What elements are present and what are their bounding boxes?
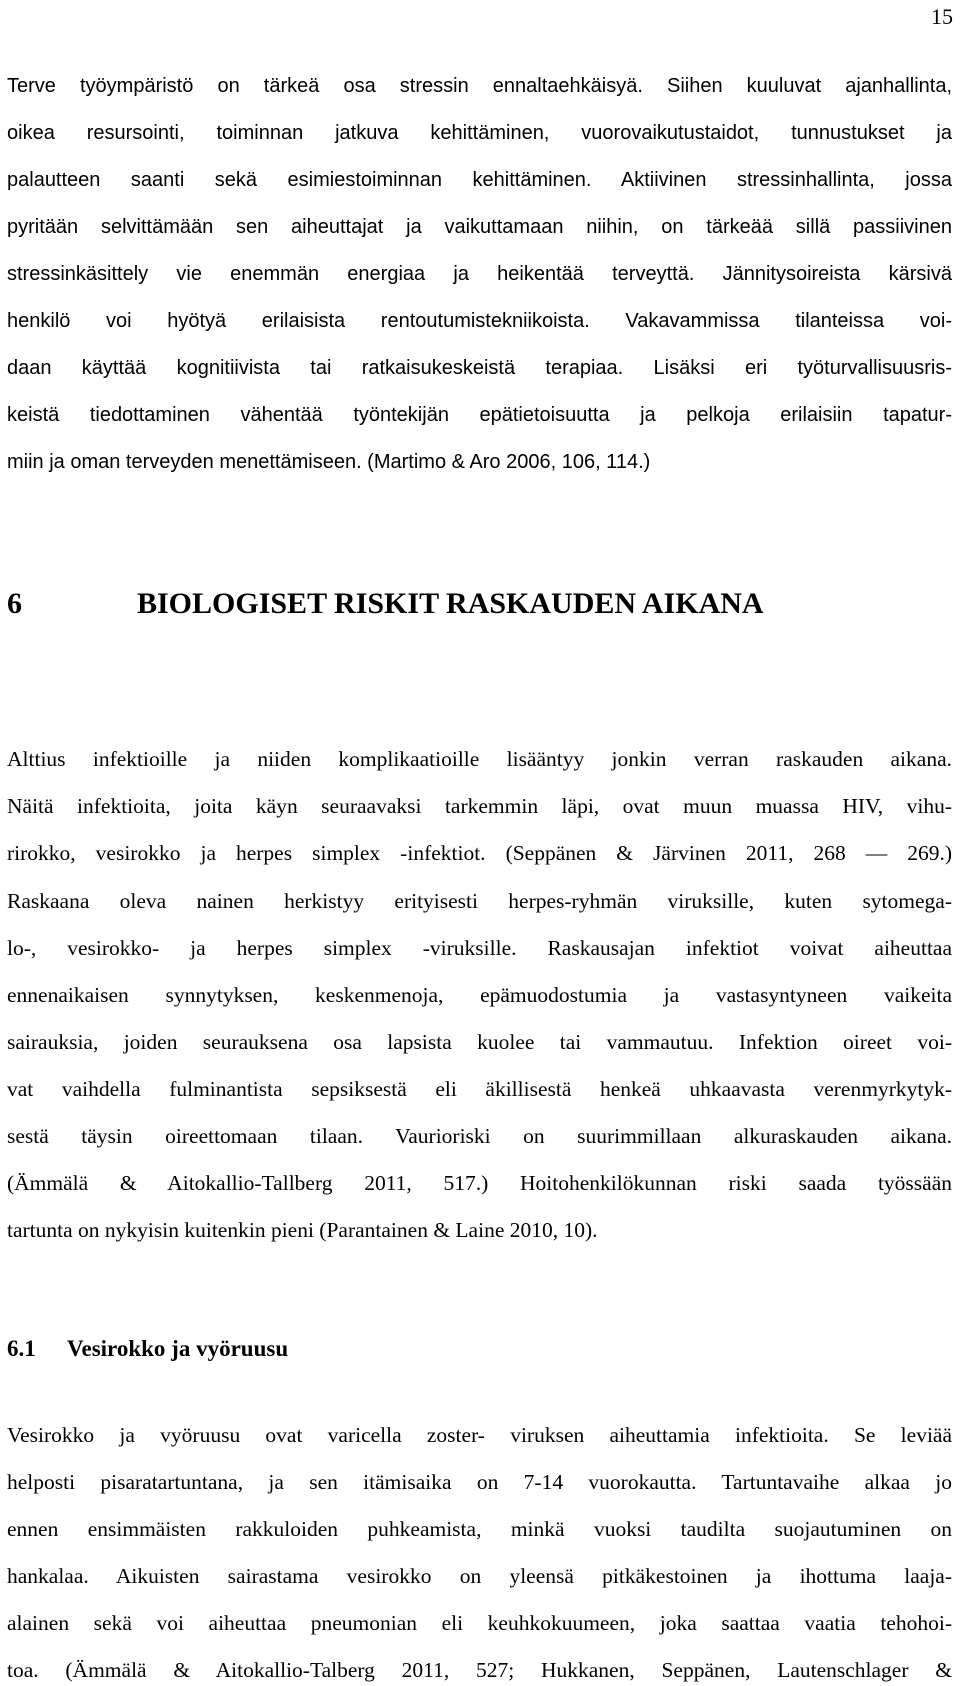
text-line: helposti pisaratartuntana, ja sen itämisaika on 7-14 vuorokautta. Tartuntavaihe alkaa jo bbox=[7, 1470, 952, 1494]
page-number: 15 bbox=[931, 4, 953, 29]
text-line: oikea resursointi, toiminnan jatkuva kehittäminen, vuorovaikutustaidot, tunnustukset ja bbox=[7, 122, 952, 144]
text-line: pyritään selvittämään sen aiheuttajat ja vaikuttamaan niihin, on tärkeää sillä passiivinen bbox=[7, 216, 952, 238]
text-line: henkilö voi hyötyä erilaisista rentoutumistekniikoista. Vakavammissa tilanteissa voi- bbox=[7, 310, 952, 332]
text-line: Alttius infektioille ja niiden komplikaatioille lisääntyy jonkin verran raskauden aikana. bbox=[7, 747, 952, 771]
text-line: hankalaa. Aikuisten sairastama vesirokko on yleensä pitkäkestoinen ja ihottuma laaja- bbox=[7, 1564, 952, 1588]
text-line: stressinkäsittely vie enemmän energiaa ja heikentää terveyttä. Jännitysoireista kärsivä bbox=[7, 263, 952, 285]
text-line: toa. (Ämmälä & Aitokallio-Talberg 2011, 527; Hukkanen, Seppänen, Lautenschlager & bbox=[7, 1658, 952, 1682]
section-heading bbox=[7, 586, 764, 622]
section-number: 6 bbox=[7, 587, 22, 620]
subsection-title: Vesirokko ja vyöruusu bbox=[67, 1336, 289, 1361]
section-title: BIOLOGISET RISKIT RASKAUDEN AIKANA bbox=[137, 587, 764, 620]
text-line: palautteen saanti sekä esimiestoiminnan kehittäminen. Aktiivinen stressinhallinta, jossa bbox=[7, 169, 952, 191]
text-line: alainen sekä voi aiheuttaa pneumonian eli keuhkokuumeen, joka saattaa vaatia tehohoi- bbox=[7, 1611, 952, 1635]
text-line: lo-, vesirokko- ja herpes simplex -viruksille. Raskausajan infektiot voivat aiheuttaa bbox=[7, 936, 952, 960]
text-line: vat vaihdella fulminantista sepsiksestä eli äkillisestä henkeä uhkaavasta verenmyrkytyk- bbox=[7, 1077, 952, 1101]
text-line: ennen ensimmäisten rakkuloiden puhkeamista, minkä vuoksi taudilta suojautuminen on bbox=[7, 1517, 952, 1541]
text-line: tartunta on nykyisin kuitenkin pieni (Parantainen & Laine 2010, 10). bbox=[7, 1218, 598, 1242]
text-line: miin ja oman terveyden menettämiseen. (Martimo & Aro 2006, 106, 114.) bbox=[7, 451, 651, 473]
text-line: Terve työympäristö on tärkeä osa stressin ennaltaehkäisyä. Siihen kuuluvat ajanhallinta, bbox=[7, 75, 952, 97]
subsection-heading bbox=[7, 1335, 288, 1363]
subsection-number: 6.1 bbox=[7, 1336, 36, 1361]
text-line: (Ämmälä & Aitokallio-Tallberg 2011, 517.) Hoitohenkilökunnan riski saada työssään bbox=[7, 1171, 952, 1195]
text-line: sairauksia, joiden seurauksena osa lapsista kuolee tai vammautuu. Infektion oireet voi- bbox=[7, 1030, 952, 1054]
text-line: Vesirokko ja vyöruusu ovat varicella zoster- viruksen aiheuttamia infektioita. Se leviää bbox=[7, 1423, 952, 1447]
text-line: Näitä infektioita, joita käyn seuraavaksi tarkemmin läpi, ovat muun muassa HIV, vihu- bbox=[7, 794, 952, 818]
text-line: ennenaikaisen synnytyksen, keskenmenoja, epämuodostumia ja vastasyntyneen vaikeita bbox=[7, 983, 952, 1007]
text-line: keistä tiedottaminen vähentää työntekijän epätietoisuutta ja pelkoja erilaisiin tapatur- bbox=[7, 404, 952, 426]
text-line: Raskaana oleva nainen herkistyy erityisesti herpes-ryhmän viruksille, kuten sytomega- bbox=[7, 889, 952, 913]
text-line: sestä täysin oireettomaan tilaan. Vaurioriski on suurimmillaan alkuraskauden aikana. bbox=[7, 1124, 952, 1148]
text-line: daan käyttää kognitiivista tai ratkaisukeskeistä terapiaa. Lisäksi eri työturvallisuusris- bbox=[7, 357, 952, 379]
text-line: rirokko, vesirokko ja herpes simplex -infektiot. (Seppänen & Järvinen 2011, 268 — 269.) bbox=[7, 841, 952, 865]
